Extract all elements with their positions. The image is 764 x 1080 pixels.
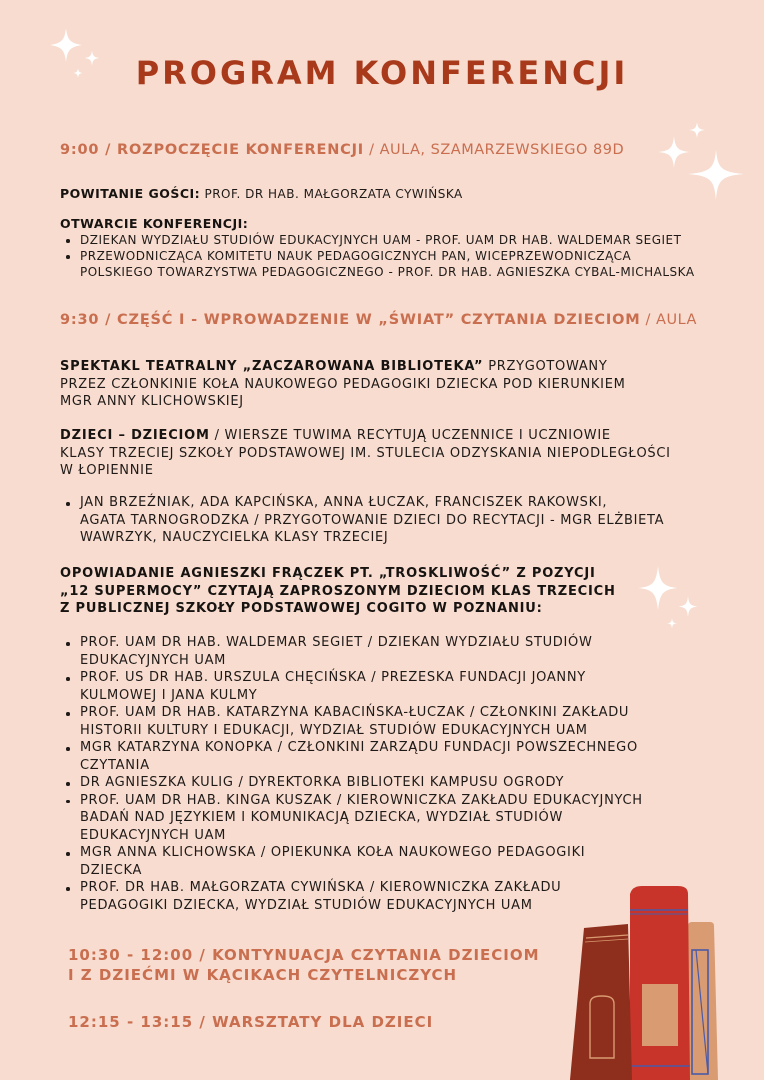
list-item: PROF. US DR HAB. URSZULA CHĘCIŃSKA / PREZESKA FUNDACJI JOANNY KULMOWEJ I JANA KULMY <box>60 669 710 704</box>
pupils-list <box>60 494 710 547</box>
dzieci-title: DZIECI – DZIECIOM <box>60 428 210 443</box>
section-workshops-heading: 12:15 - 13:15 / WARSZTATY DLA DZIECI <box>68 1013 434 1031</box>
welcome-label: POWITANIE GOŚCI: <box>60 186 201 201</box>
list-item: PROF. UAM DR HAB. KINGA KUSZAK / KIEROWNICZKA ZAKŁADU EDUKACYJNYCH BADAŃ NAD JĘZYKIEM I KOMUNIKACJĄ DZIECKA, WYDZIAŁ STUDIÓW EDUKACYJNYCH UAM <box>60 792 710 845</box>
list-item: JAN BRZEŹNIAK, ADA KAPCIŃSKA, ANNA ŁUCZAK, FRANCISZEK RAKOWSKI, AGATA TARNOGRODZKA / PRZYGOTOWANIE DZIECI DO RECYTACJI - MGR ELŻBIETA WAWRZYK, NAUCZYCIELKA KLASY TRZECIEJ <box>60 494 710 547</box>
welcome-text: PROF. DR HAB. MAŁGORZATA CYWIŃSKA <box>200 187 463 201</box>
list-item: PRZEWODNICZĄCA KOMITETU NAUK PEDAGOGICZNYCH PAN, WICEPRZEWODNICZĄCA POLSKIEGO TOWARZYSTWA PEDAGOGICZNEGO - PROF. DR HAB. AGNIESZKA CYBAL-MICHALSKA <box>60 248 710 280</box>
pupils-block <box>60 494 710 547</box>
spektakl-title: SPEKTAKL TEATRALNY „ZACZAROWANA BIBLIOTEKA” <box>60 359 484 374</box>
opowiadanie-block: OPOWIADANIE AGNIESZKI FRĄCZEK PT. „TROSKLIWOŚĆ” Z POZYCJI „12 SUPERMOCY” CZYTAJĄ ZAPROSZONYM DZIECIOM KLAS TRZECICH Z PUBLICZNEJ SZKOŁY PODSTAWOWEJ COGITO W POZNANIU: <box>60 566 616 616</box>
book-dark <box>570 924 632 1080</box>
section-location: / AULA <box>640 312 697 328</box>
list-item: DZIEKAN WYDZIAŁU STUDIÓW EDUKACYJNYCH UAM - PROF. UAM DR HAB. WALDEMAR SEGIET <box>60 232 710 248</box>
sparkle-icon <box>652 120 752 220</box>
books-illustration <box>560 880 764 1080</box>
book-red <box>630 886 690 1080</box>
list-item: PROF. UAM DR HAB. WALDEMAR SEGIET / DZIEKAN WYDZIAŁU STUDIÓW EDUKACYJNYCH UAM <box>60 634 710 669</box>
section-part1-heading <box>60 312 710 328</box>
section-opening-heading <box>60 142 710 158</box>
dzieci-block: DZIECI – DZIECIOM / WIERSZE TUWIMA RECYTUJĄ UCZENNICE I UCZNIOWIE KLASY TRZECIEJ SZKOŁY PODSTAWOWEJ IM. STULECIA ODZYSKANIA NIEPODLEGŁOŚCI W ŁOPIENNIE <box>60 428 671 478</box>
readers-block <box>60 634 710 914</box>
spektakl-block: SPEKTAKL TEATRALNY „ZACZAROWANA BIBLIOTEKA” PRZYGOTOWANY PRZEZ CZŁONKINIE KOŁA NAUKOWEGO PEDAGOGIKI DZIECKA POD KIERUNKIEM MGR ANNY KLICHOWSKIEJ <box>60 359 626 409</box>
list-item: MGR KATARZYNA KONOPKA / CZŁONKINI ZARZĄDU FUNDACJI POWSZECHNEGO CZYTANIA <box>60 739 710 774</box>
page-title: PROGRAM KONFERENCJI <box>135 54 629 92</box>
section-time: 9:00 / ROZPOCZĘCIE KONFERENCJI <box>60 142 364 158</box>
section-time: 9:30 / CZĘŚĆ I - WPROWADZENIE W „ŚWIAT” CZYTANIA DZIECIOM <box>60 312 641 328</box>
list-item: PROF. UAM DR HAB. KATARZYNA KABACIŃSKA-ŁUCZAK / CZŁONKINI ZAKŁADU HISTORII KULTURY I EDUKACJI, WYDZIAŁ STUDIÓW EDUKACYJNYCH UAM <box>60 704 710 739</box>
opening-list <box>60 232 710 280</box>
book-tan <box>686 922 718 1080</box>
section-continuation-heading: 10:30 - 12:00 / KONTYNUACJA CZYTANIA DZIECIOM I Z DZIEĆMI W KĄCIKACH CZYTELNICZYCH <box>68 946 540 984</box>
welcome-line <box>60 186 710 202</box>
list-item: MGR ANNA KLICHOWSKA / OPIEKUNKA KOŁA NAUKOWEGO PEDAGOGIKI DZIECKA <box>60 844 710 879</box>
section-location: / AULA, SZAMARZEWSKIEGO 89D <box>363 142 625 158</box>
list-item: DR AGNIESZKA KULIG / DYREKTORKA BIBLIOTEKI KAMPUSU OGRODY <box>60 774 710 792</box>
opening-block <box>60 216 710 280</box>
readers-list <box>60 634 710 914</box>
opening-label: OTWARCIE KONFERENCJI: <box>60 216 249 231</box>
list-item: PROF. DR HAB. MAŁGORZATA CYWIŃSKA / KIEROWNICZKA ZAKŁADU PEDAGOGIKI DZIECKA, WYDZIAŁ STUDIÓW EDUKACYJNYCH UAM <box>60 879 710 914</box>
